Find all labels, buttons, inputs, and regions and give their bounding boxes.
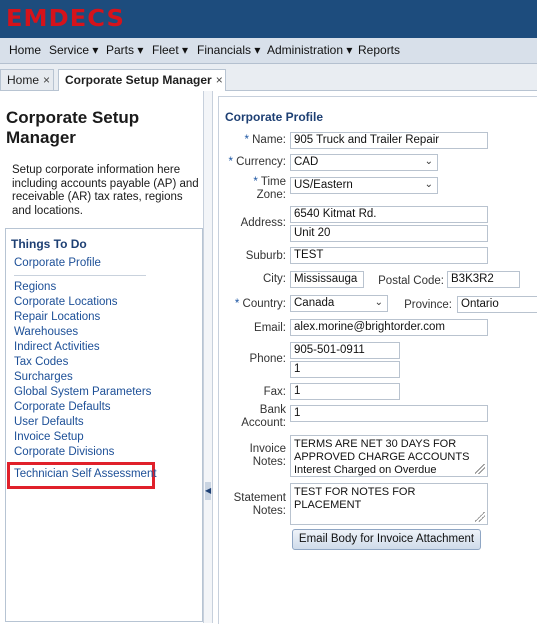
bank-account-label: Bank Account: xyxy=(241,404,286,429)
nav-reports[interactable]: Reports xyxy=(358,43,401,57)
phone-field[interactable]: 905-501-0911 xyxy=(290,342,400,359)
name-field[interactable]: 905 Truck and Trailer Repair xyxy=(290,132,488,149)
currency-select[interactable]: CAD ⌄ xyxy=(290,154,438,171)
nav-home[interactable]: Home xyxy=(9,43,42,57)
province-field[interactable]: Ontario xyxy=(457,296,537,313)
link-corporate-defaults[interactable]: Corporate Defaults xyxy=(14,401,111,413)
chevron-down-icon: ⌄ xyxy=(374,297,383,308)
app-header xyxy=(0,0,537,38)
link-corporate-locations[interactable]: Corporate Locations xyxy=(14,296,118,308)
required-mark: * xyxy=(244,134,249,146)
page-description: Setup corporate information here including accounts payable (AP) and receivable (AR) tax rates, regions and locations. xyxy=(12,164,199,217)
link-regions[interactable]: Regions xyxy=(14,281,57,293)
invoice-notes-textarea[interactable]: TERMS ARE NET 30 DAYS FOR APPROVED CHARGE ACCOUNTS Interest Charged on Overdue xyxy=(290,435,488,477)
collapse-left-icon[interactable]: ◀ xyxy=(205,482,211,500)
tab-home-label: Home xyxy=(7,73,40,87)
chevron-down-icon: ⌄ xyxy=(424,156,433,167)
email-field[interactable]: alex.morine@brightorder.com xyxy=(290,319,488,336)
required-mark: * xyxy=(253,176,258,188)
link-user-defaults[interactable]: User Defaults xyxy=(14,416,84,428)
tab-home[interactable] xyxy=(0,69,54,90)
app-logo: EMDECS xyxy=(6,6,125,32)
time-zone-label: * Time Zone: xyxy=(253,176,286,201)
statement-notes-label: Statement Notes: xyxy=(233,492,286,517)
fax-label: Fax: xyxy=(263,386,286,398)
section-title: Corporate Profile xyxy=(225,110,324,124)
things-to-do-box xyxy=(5,228,203,622)
link-technician-self-assessment[interactable]: Technician Self Assessment xyxy=(14,468,157,480)
email-label: Email: xyxy=(254,322,286,334)
country-label: * Country: xyxy=(234,298,286,310)
phone-label: Phone: xyxy=(249,353,286,365)
bank-account-field[interactable]: 1 xyxy=(290,405,488,422)
statement-notes-textarea[interactable]: TEST FOR NOTES FOR PLACEMENT xyxy=(290,483,488,525)
link-indirect-activities[interactable]: Indirect Activities xyxy=(14,341,100,353)
corporate-profile-form xyxy=(218,96,537,624)
page-title xyxy=(6,108,196,148)
link-tax-codes[interactable]: Tax Codes xyxy=(14,356,69,368)
link-surcharges[interactable]: Surcharges xyxy=(14,371,73,383)
side-panel xyxy=(0,91,210,623)
page-title-line2: Manager xyxy=(6,128,76,147)
tab-corporate-setup-label: Corporate Setup Manager xyxy=(65,73,212,87)
phone-extension-field[interactable]: 1 xyxy=(290,361,400,378)
nav-fleet[interactable]: Fleet ▾ xyxy=(152,43,189,57)
country-select[interactable]: Canada ⌄ xyxy=(290,295,388,312)
panel-splitter[interactable] xyxy=(203,91,213,623)
time-zone-select[interactable]: US/Eastern ⌄ xyxy=(290,177,438,194)
required-mark: * xyxy=(234,298,240,310)
resize-grip-icon[interactable] xyxy=(475,512,485,522)
page-title-line1: Corporate Setup xyxy=(6,108,140,127)
suburb-label: Suburb: xyxy=(245,250,286,262)
required-mark: * xyxy=(228,156,233,168)
invoice-notes-label: Invoice Notes: xyxy=(249,443,286,468)
nav-financials[interactable]: Financials ▾ xyxy=(197,43,261,57)
suburb-field[interactable]: TEST xyxy=(290,247,488,264)
link-warehouses[interactable]: Warehouses xyxy=(14,326,79,338)
close-icon[interactable]: × xyxy=(215,73,223,87)
chevron-down-icon: ⌄ xyxy=(424,179,433,190)
postal-code-label: Postal Code: xyxy=(378,275,444,287)
fax-field[interactable]: 1 xyxy=(290,383,400,400)
link-invoice-setup[interactable]: Invoice Setup xyxy=(14,431,84,443)
postal-code-field[interactable]: B3K3R2 xyxy=(447,271,520,288)
things-to-do-header: Things To Do xyxy=(11,237,87,251)
link-corporate-profile[interactable]: Corporate Profile xyxy=(14,257,101,269)
nav-parts[interactable]: Parts ▾ xyxy=(106,43,144,57)
tab-bar xyxy=(0,64,537,91)
nav-service[interactable]: Service ▾ xyxy=(49,43,99,57)
link-corporate-divisions[interactable]: Corporate Divisions xyxy=(14,446,115,458)
address-line1-field[interactable]: 6540 Kitmat Rd. xyxy=(290,206,488,223)
name-label: * Name: xyxy=(244,134,286,146)
divider xyxy=(14,275,146,276)
nav-administration[interactable]: Administration ▾ xyxy=(267,43,353,57)
province-label: Province: xyxy=(404,299,452,311)
address-label: Address: xyxy=(240,217,286,229)
resize-grip-icon[interactable] xyxy=(475,464,485,474)
tab-corporate-setup-manager[interactable] xyxy=(58,69,226,91)
link-repair-locations[interactable]: Repair Locations xyxy=(14,311,101,323)
currency-label: * Currency: xyxy=(228,156,286,168)
email-body-invoice-attachment-button[interactable]: Email Body for Invoice Attachment xyxy=(292,529,481,550)
address-line2-field[interactable]: Unit 20 xyxy=(290,225,488,242)
main-nav xyxy=(0,38,537,64)
city-label: City: xyxy=(263,273,286,285)
link-global-system-parameters[interactable]: Global System Parameters xyxy=(14,386,152,398)
city-field[interactable]: Mississauga xyxy=(290,271,364,288)
close-icon[interactable]: × xyxy=(43,73,51,87)
